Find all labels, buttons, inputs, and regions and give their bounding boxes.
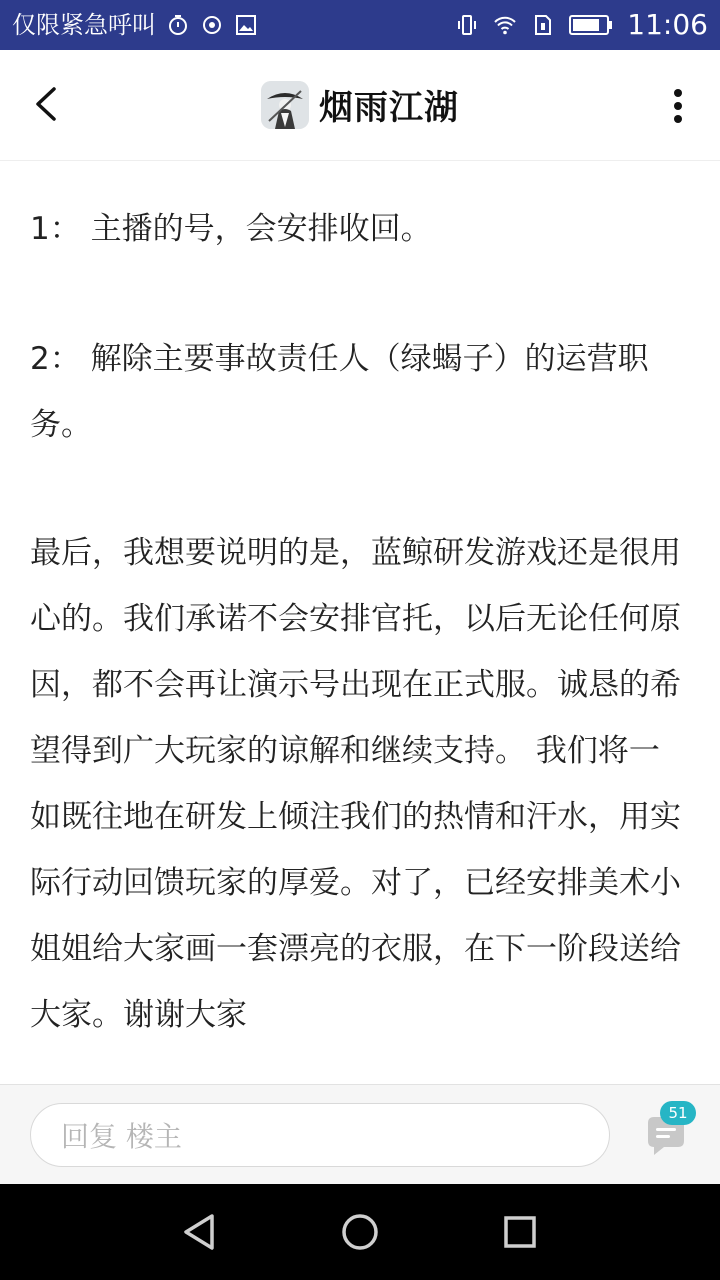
status-left — [12, 8, 258, 42]
more-options-button[interactable] — [666, 82, 690, 130]
app-logo — [261, 81, 309, 129]
nav-recents-button[interactable] — [496, 1208, 544, 1256]
status-right — [455, 8, 708, 42]
post-body — [30, 196, 690, 1048]
square-recents-icon — [496, 1208, 544, 1256]
paragraph: 1： 主播的号，会安排收回。 — [30, 211, 432, 247]
reply-bar — [0, 1084, 720, 1185]
page-title: 烟雨江湖 — [319, 88, 459, 128]
header-title-group — [0, 80, 720, 129]
cast-icon — [200, 13, 224, 37]
paragraph-spacer — [30, 262, 690, 326]
sim-icon — [531, 13, 555, 37]
comment-count-badge: 51 — [660, 1101, 696, 1125]
carrier-text: 仅限紧急呼叫 — [12, 11, 156, 39]
triangle-back-icon — [176, 1208, 224, 1256]
paragraph: 最后，我想要说明的是，蓝鲸研发游戏还是很用心的。我们承诺不会安排官托，以后无论任何原因，都不会再让演示号出现在正式服。诚恳的希望得到广大玩家的谅解和继续支持。 我们将一如既往地在研发上倾注我们的热情和汗水，用实际行动回馈玩家的厚爱。对了，已经安排美术小姐姐给大家画一套漂亮的衣服，在下一阶段送给大家。谢谢大家 — [30, 535, 681, 1033]
more-vertical-icon — [673, 88, 683, 124]
battery-icon — [569, 13, 613, 37]
app-header — [0, 50, 720, 161]
reply-placeholder: 回复 楼主 — [61, 1120, 182, 1153]
clock: 11:06 — [627, 8, 708, 41]
paragraph: 2： 解除主要事故责任人（绿蝎子）的运营职务。 — [30, 341, 649, 443]
paragraph-spacer — [30, 458, 690, 520]
image-icon — [234, 13, 258, 37]
vibrate-icon — [455, 13, 479, 37]
nav-back-button[interactable] — [176, 1208, 224, 1256]
nav-home-button[interactable] — [336, 1208, 384, 1256]
timer-icon — [166, 13, 190, 37]
wifi-icon — [493, 13, 517, 37]
circle-home-icon — [336, 1208, 384, 1256]
system-navigation-bar — [0, 1184, 720, 1280]
swordsman-avatar-icon — [261, 81, 309, 129]
reply-input[interactable] — [30, 1103, 610, 1167]
status-bar — [0, 0, 720, 50]
